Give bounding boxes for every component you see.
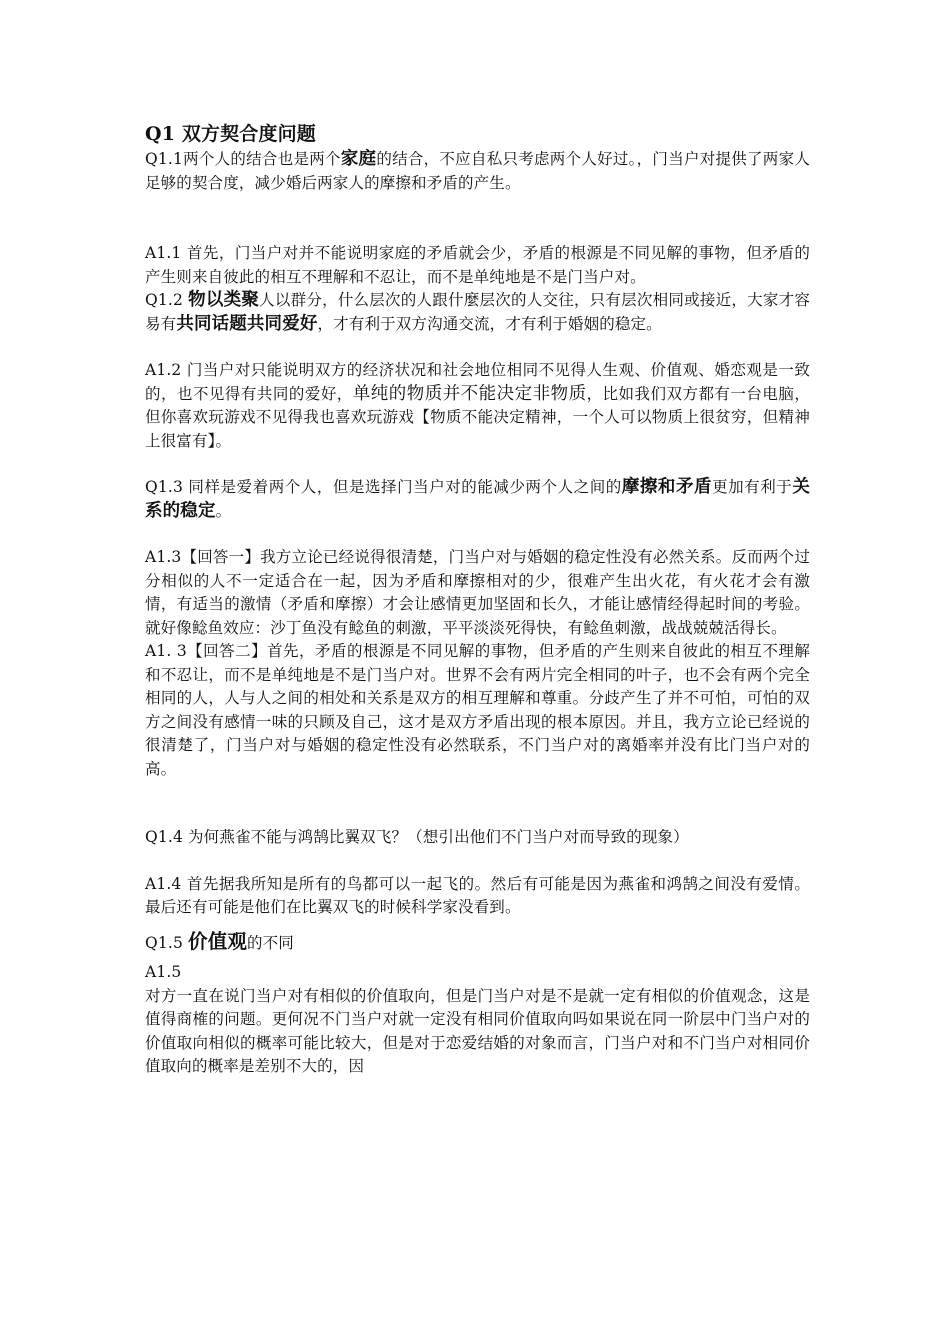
question-1-2 [145,289,810,336]
answer-1-2 [145,359,810,453]
answer-1-1: A1.1 首先，门当户对并不能说明家庭的矛盾就会少，矛盾的根源是不同见解的事物，但矛盾的产生则来自彼此的相互不理解和不忍让，而不是单纯地是不是门当户对。 [145,244,810,286]
question-1-3 [145,476,810,523]
question-1-5 [145,930,810,956]
answer-1-4: A1.4 首先据我所知是所有的鸟都可以一起飞的。然后有可能是因为燕雀和鸿鹄之间没有爱情。最后还有可能是他们在比翼双飞的时候科学家没看到。 [145,874,810,916]
q1-1-text-post: 的结合，不应自私只考虑两个人好过。，门当户对提供了两家人足够的契合度，减少婚后两家人的摩擦和矛盾的产生。 [145,150,810,192]
q1-2-text-pre: Q1.2 [145,291,189,309]
q1-2-emphasis-idiom: 物以类聚 [188,290,260,310]
a1-2-emphasis-material: 单纯的物质并不能决定非物质 [352,383,587,404]
answer-1-5-body: 对方一直在说门当户对有相似的价值取向，但是门当户对是不是就一定有相似的价值观念，这是值得商榷的问题。更何况不门当户对就一定没有相同价值取向吗如果说在同一阶层中门当户对的价值取向相似的概率可能比较大，但是对于恋爱结婚的对象而言，门当户对和不门当户对相同价值取向的概率是差别不大的，因 [145,986,810,1075]
question-1-1 [145,148,810,195]
q1-5-text-post: 的不同 [247,933,294,952]
question-1-4: Q1.4 为何燕雀不能与鸿鹄比翼双飞？（想引出他们不门当户对而导致的现象） [145,828,689,846]
q1-3-text-pre: Q1.3 同样是爱着两个人，但是选择门当户对的能减少两个人之间的 [145,478,622,496]
a1-2-text-post: ，比如我们双方都有一台电脑，但你喜欢玩游戏不见得我也喜欢玩游戏【物质不能决定精神，一个人可以物质上很贫穷，但精神上很富有】。 [145,384,810,450]
q1-1-emphasis-family: 家庭 [340,149,377,169]
q1-2-text-mid: 人以群分，什么层次的人跟什麼层次的人交往，只有层次相同或接近，大家才容易有 [145,291,810,333]
q1-1-text-pre: Q1.1两个人的结合也是两个 [145,150,341,168]
q1-2-text-post: ，才有利于双方沟通交流，才有利于婚姻的稳定。 [317,314,662,333]
q1-2-emphasis-common-interest: 共同话题共同爱好 [176,313,318,334]
document-page [145,120,810,1079]
a1-2-text-pre: A1.2 门当户对只能说明双方的经济状况和社会地位相同不见得人生观、价值观、婚恋观是一致的，也不见得有共同的爱好， [145,361,810,403]
answer-1-3-two: A1. 3【回答二】首先，矛盾的根源是不同见解的事物，但矛盾的产生则来自彼此的相互不理解和不忍让，而不是单纯地是不是门当户对。世界不会有两片完全相同的叶子，也不会有两个完全相同的人，人与人之间的相处和关系是双方的相互理解和尊重。分歧产生了并不可怕，可怕的双方之间没有感情一味的只顾及自己，这才是双方矛盾出现的根本原因。并且，我方立论已经说的很清楚了，门当户对与婚姻的稳定性没有必然联系，不门当户对的离婚率并没有比门当户对的高。 [145,642,810,778]
section-heading: Q1 双方契合度问题 [145,123,316,145]
q1-3-text-post: 。 [215,501,232,520]
q1-5-emphasis-values: 价值观 [188,929,247,953]
q1-5-text-pre: Q1.5 [145,933,189,952]
q1-3-text-mid: 更加有利于 [712,478,793,496]
answer-1-3-one: A1.3【回答一】我方立论已经说得很清楚，门当户对与婚姻的稳定性没有必然关系。反而两个过分相似的人不一定适合在一起，因为矛盾和摩擦相对的少，很难产生出火花，有火花才会有激情，有适当的激情（矛盾和摩擦）才会让感情更加坚固和长久，才能让感情经得起时间的考验。就好像鲶鱼效应：沙丁鱼没有鲶鱼的刺激，平平淡淡死得快，有鲶鱼刺激，战战兢兢活得长。 [145,548,810,637]
q1-3-emphasis-stability: 关系的稳定 [145,477,810,521]
answer-1-5-label: A1.5 [145,963,182,981]
q1-3-emphasis-friction: 摩擦和矛盾 [621,477,713,497]
